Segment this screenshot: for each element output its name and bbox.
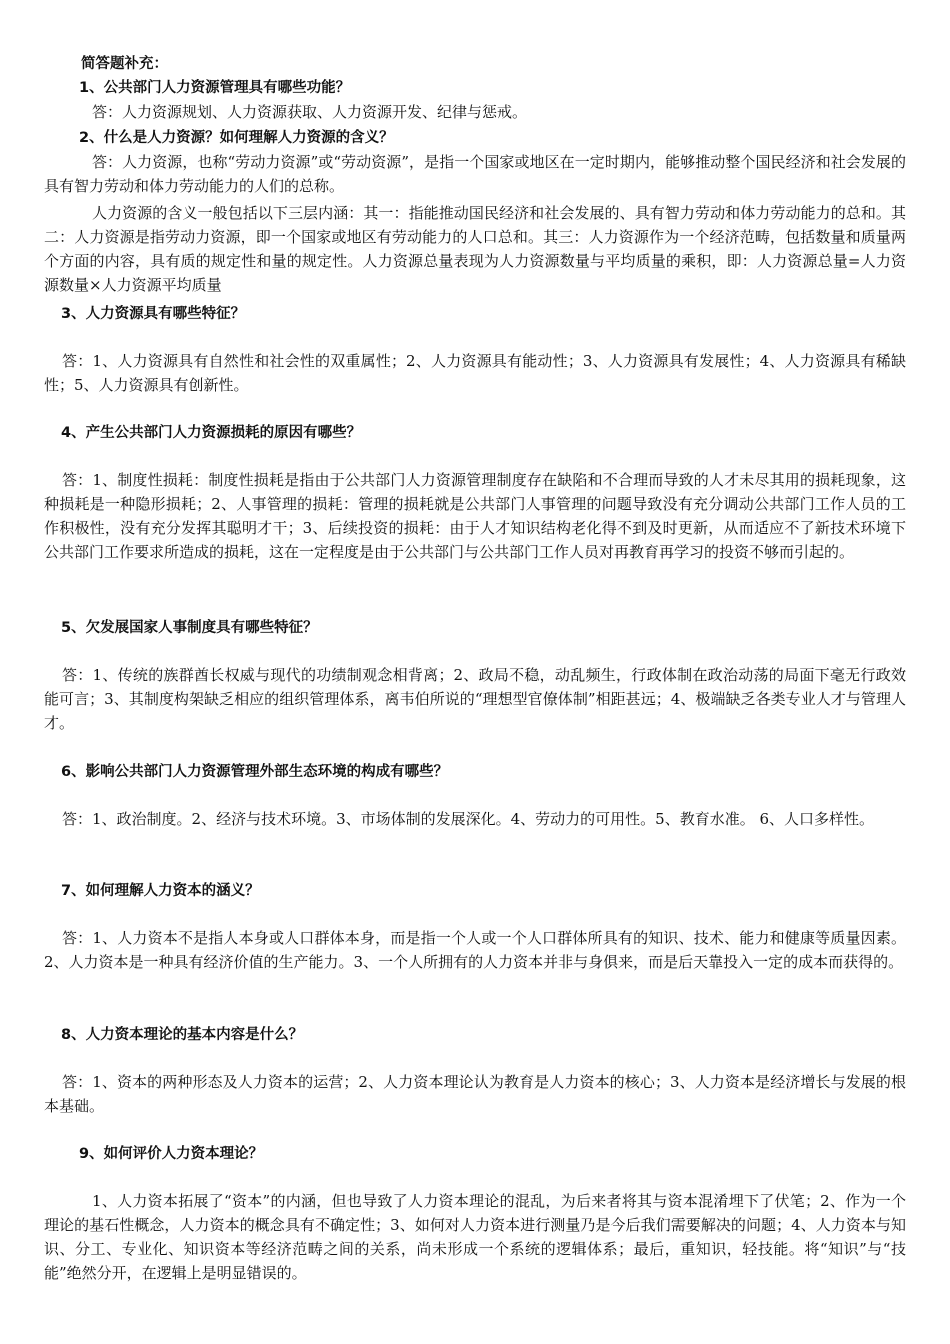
answer-8: 答：1、资本的两种形态及人力资本的运营；2、人力资本理论认为教育是人力资本的核心；3、人力资本是经济增长与发展的根本基础。 <box>44 1073 906 1115</box>
question-2: 2、什么是人力资源？如何理解人力资源的含义？ <box>79 130 394 146</box>
question-4: 4、产生公共部门人力资源损耗的原因有哪些？ <box>61 425 362 441</box>
question-3: 3、人力资源具有哪些特征？ <box>61 306 246 322</box>
question-7: 7、如何理解人力资本的涵义？ <box>61 883 260 899</box>
question-6: 6、影响公共部门人力资源管理外部生态环境的构成有哪些？ <box>61 764 449 780</box>
answer-7: 答：1、人力资本不是指人本身或人口群体本身，而是指一个人或一个人口群体所具有的知识、技术、能力和健康等质量因素。2、人力资本是一种具有经济价值的生产能力。3、一个人所拥有的人力资本并非与身俱来，而是后天靠投入一定的成本而获得的。 <box>44 929 906 971</box>
answer-3: 答：1、人力资源具有自然性和社会性的双重属性；2、人力资源具有能动性；3、人力资源具有发展性；4、人力资源具有稀缺性；5、人力资源具有创新性。 <box>44 352 906 394</box>
question-1: 1、公共部门人力资源管理具有哪些功能？ <box>79 80 351 96</box>
answer-2-p2: 人力资源的含义一般包括以下三层内涵：其一：指能推动国民经济和社会发展的、具有智力劳动和体力劳动能力的总和。其二：人力资源是指劳动力资源，即一个国家或地区有劳动能力的人口总和。其三：人力资源作为一个经济范畴，包括数量和质量两个方面的内容，具有质的规定性和量的规定性。人力资源总量表现为人力资源数量与平均质量的乘积，即：人力资源总量=人力资源数量×人力资源平均质量 <box>44 204 906 294</box>
answer-6: 答：1、政治制度。2、经济与技术环境。3、市场体制的发展深化。4、劳动力的可用性。5、教育水准。 6、人口多样性。 <box>62 810 875 828</box>
section-title: 简答题补充： <box>81 56 168 72</box>
question-5: 5、欠发展国家人事制度具有哪些特征？ <box>61 620 318 636</box>
question-8: 8、人力资本理论的基本内容是什么？ <box>61 1027 304 1043</box>
answer-9: 1、人力资本拓展了“资本”的内涵，但也导致了人力资本理论的混乱，为后来者将其与资本混淆埋下了伏笔；2、作为一个理论的基石性概念，人力资本的概念具有不确定性；3、如何对人力资本进行测量乃是今后我们需要解决的问题；4、人力资本与知识、分工、专业化、知识资本等经济范畴之间的关系，尚未形成一个系统的逻辑体系；最后，重知识，轻技能。将“知识”与“技能”绝然分开，在逻辑上是明显错误的。 <box>44 1192 906 1282</box>
answer-4: 答：1、制度性损耗：制度性损耗是指由于公共部门人力资源管理制度存在缺陷和不合理而导致的人才未尽其用的损耗现象，这种损耗是一种隐形损耗；2、人事管理的损耗：管理的损耗就是公共部门人事管理的问题导致没有充分调动公共部门工作人员的工作积极性，没有充分发挥其聪明才干；3、后续投资的损耗：由于人才知识结构老化得不到及时更新，从而适应不了新技术环境下公共部门工作要求所造成的损耗，这在一定程度是由于公共部门与公共部门工作人员对再教育再学习的投资不够而引起的。 <box>44 471 906 561</box>
answer-2-p1: 答：人力资源，也称“劳动力资源”或“劳动资源”，是指一个国家或地区在一定时期内，能够推动整个国民经济和社会发展的具有智力劳动和体力劳动能力的人们的总称。 <box>44 153 906 195</box>
answer-1: 答：人力资源规划、人力资源获取、人力资源开发、纪律与惩戒。 <box>92 103 528 121</box>
answer-5: 答：1、传统的族群酋长权威与现代的功绩制观念相背离；2、政局不稳，动乱频生，行政体制在政治动荡的局面下毫无行政效能可言；3、其制度构架缺乏相应的组织管理体系，离韦伯所说的“理想型官僚体制”相距甚远；4、极端缺乏各类专业人才与管理人才。 <box>44 666 906 732</box>
question-9: 9、如何评价人力资本理论？ <box>79 1146 264 1162</box>
